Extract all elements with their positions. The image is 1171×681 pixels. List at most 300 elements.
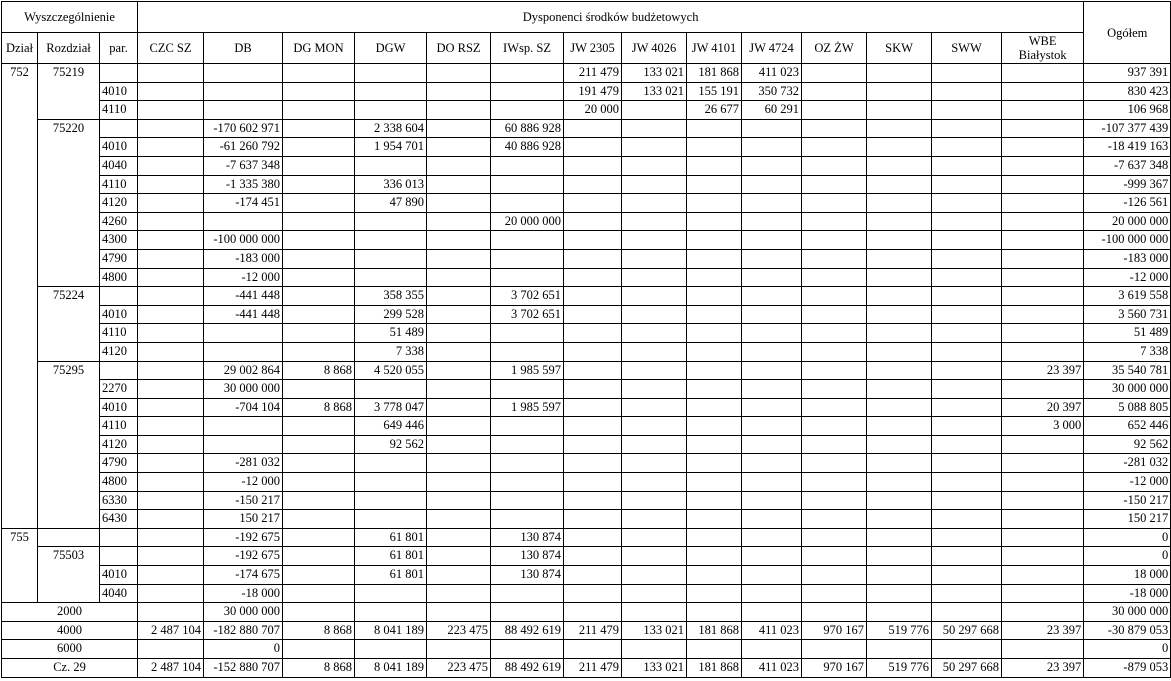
value-cell <box>622 287 687 306</box>
value-cell: 8 041 189 <box>355 659 427 678</box>
value-cell: 1 985 597 <box>491 361 564 380</box>
value-cell <box>802 101 867 120</box>
value-cell <box>802 380 867 399</box>
value-cell <box>687 640 742 659</box>
dzial-cell <box>2 417 38 436</box>
value-cell: 649 446 <box>355 417 427 436</box>
value-cell <box>355 584 427 603</box>
summary-row <box>2 603 1171 622</box>
value-cell <box>932 287 1002 306</box>
value-cell: 970 167 <box>802 659 867 678</box>
value-cell: 3 619 558 <box>1084 287 1171 306</box>
value-cell <box>932 175 1002 194</box>
value-cell <box>355 212 427 231</box>
value-cell <box>491 249 564 268</box>
par-cell: 4010 <box>100 566 138 585</box>
value-cell: 23 397 <box>1002 361 1084 380</box>
value-cell: 133 021 <box>622 659 687 678</box>
value-cell <box>491 435 564 454</box>
value-cell: -100 000 000 <box>1084 231 1171 250</box>
value-cell: 88 492 619 <box>491 621 564 640</box>
value-cell <box>138 231 204 250</box>
value-cell: 20 000 000 <box>491 212 564 231</box>
value-cell <box>355 473 427 492</box>
value-cell <box>283 491 355 510</box>
value-cell <box>867 249 932 268</box>
value-cell <box>932 491 1002 510</box>
value-cell: 30 000 000 <box>204 380 283 399</box>
value-cell: 50 297 668 <box>932 621 1002 640</box>
value-cell <box>1002 491 1084 510</box>
value-cell <box>427 473 491 492</box>
value-cell <box>622 156 687 175</box>
value-cell: 92 562 <box>355 435 427 454</box>
value-cell: -18 000 <box>204 584 283 603</box>
value-cell: -12 000 <box>1084 473 1171 492</box>
header-column: DB <box>204 33 283 64</box>
rozdzial-cell <box>38 305 100 324</box>
value-cell <box>427 361 491 380</box>
table-row <box>2 231 1171 250</box>
par-cell: 4120 <box>100 342 138 361</box>
value-cell <box>802 64 867 83</box>
value-cell <box>564 380 622 399</box>
value-cell: 60 886 928 <box>491 119 564 138</box>
value-cell <box>932 212 1002 231</box>
value-cell: 133 021 <box>622 621 687 640</box>
value-cell <box>802 82 867 101</box>
value-cell <box>564 398 622 417</box>
value-cell: 61 801 <box>355 566 427 585</box>
value-cell: 0 <box>1084 640 1171 659</box>
value-cell <box>283 566 355 585</box>
value-cell <box>355 454 427 473</box>
table-row <box>2 324 1171 343</box>
dzial-cell <box>2 287 38 306</box>
value-cell <box>1002 138 1084 157</box>
value-cell <box>138 640 204 659</box>
dzial-cell <box>2 510 38 529</box>
value-cell <box>138 547 204 566</box>
value-cell <box>932 528 1002 547</box>
value-cell <box>138 528 204 547</box>
value-cell <box>204 417 283 436</box>
value-cell <box>427 324 491 343</box>
value-cell <box>491 491 564 510</box>
table-row <box>2 175 1171 194</box>
value-cell <box>283 324 355 343</box>
value-cell <box>491 82 564 101</box>
value-cell <box>491 584 564 603</box>
table-row <box>2 398 1171 417</box>
value-cell: 181 868 <box>687 64 742 83</box>
value-cell: -281 032 <box>204 454 283 473</box>
table-row <box>2 64 1171 83</box>
value-cell: -879 053 <box>1084 659 1171 678</box>
value-cell <box>802 249 867 268</box>
header-column: DG MON <box>283 33 355 64</box>
value-cell <box>742 491 802 510</box>
value-cell <box>802 528 867 547</box>
value-cell: 336 013 <box>355 175 427 194</box>
value-cell <box>622 510 687 529</box>
value-cell: 7 338 <box>1084 342 1171 361</box>
par-cell: 6330 <box>100 491 138 510</box>
value-cell <box>1002 194 1084 213</box>
value-cell: 130 874 <box>491 566 564 585</box>
value-cell: 106 968 <box>1084 101 1171 120</box>
rozdzial-cell <box>38 268 100 287</box>
value-cell: 130 874 <box>491 547 564 566</box>
value-cell: -192 675 <box>204 528 283 547</box>
value-cell <box>622 435 687 454</box>
value-cell <box>802 175 867 194</box>
value-cell: 40 886 928 <box>491 138 564 157</box>
value-cell <box>867 584 932 603</box>
value-cell <box>802 417 867 436</box>
value-cell <box>867 510 932 529</box>
value-cell <box>138 305 204 324</box>
value-cell <box>427 342 491 361</box>
value-cell <box>742 603 802 622</box>
value-cell <box>802 566 867 585</box>
value-cell <box>742 528 802 547</box>
value-cell <box>867 342 932 361</box>
value-cell <box>802 268 867 287</box>
value-cell <box>742 231 802 250</box>
header-column: IWsp. SZ <box>491 33 564 64</box>
value-cell <box>802 398 867 417</box>
value-cell: 411 023 <box>742 659 802 678</box>
value-cell <box>283 584 355 603</box>
value-cell <box>138 249 204 268</box>
dzial-cell <box>2 398 38 417</box>
value-cell <box>867 417 932 436</box>
value-cell <box>1002 64 1084 83</box>
value-cell <box>283 119 355 138</box>
value-cell <box>802 473 867 492</box>
value-cell: 20 000 <box>564 101 622 120</box>
par-cell: 4300 <box>100 231 138 250</box>
value-cell <box>138 435 204 454</box>
value-cell: -61 260 792 <box>204 138 283 157</box>
table-row <box>2 119 1171 138</box>
header-column: JW 4101 <box>687 33 742 64</box>
value-cell <box>932 473 1002 492</box>
table-row <box>2 473 1171 492</box>
value-cell <box>802 547 867 566</box>
table-row <box>2 417 1171 436</box>
value-cell <box>932 64 1002 83</box>
header-column: CZC SZ <box>138 33 204 64</box>
table-row <box>2 305 1171 324</box>
value-cell: -7 637 348 <box>204 156 283 175</box>
dzial-cell <box>2 156 38 175</box>
value-cell <box>687 194 742 213</box>
value-cell <box>622 175 687 194</box>
value-cell <box>687 528 742 547</box>
value-cell <box>283 510 355 529</box>
value-cell <box>687 138 742 157</box>
value-cell: 181 868 <box>687 659 742 678</box>
dzial-cell <box>2 249 38 268</box>
value-cell <box>355 640 427 659</box>
value-cell: 519 776 <box>867 621 932 640</box>
value-cell <box>1002 380 1084 399</box>
value-cell <box>742 435 802 454</box>
value-cell <box>427 640 491 659</box>
value-cell <box>564 566 622 585</box>
value-cell <box>1002 119 1084 138</box>
value-cell <box>491 268 564 287</box>
table-row <box>2 380 1171 399</box>
value-cell: 8 868 <box>283 659 355 678</box>
value-cell <box>1002 305 1084 324</box>
value-cell: 5 088 805 <box>1084 398 1171 417</box>
value-cell <box>564 175 622 194</box>
value-cell <box>564 547 622 566</box>
table-row <box>2 528 1171 547</box>
value-cell <box>867 361 932 380</box>
value-cell: 20 000 000 <box>1084 212 1171 231</box>
value-cell <box>932 82 1002 101</box>
value-cell <box>687 175 742 194</box>
dzial-cell <box>2 268 38 287</box>
value-cell <box>802 119 867 138</box>
value-cell <box>427 64 491 83</box>
par-cell: 2270 <box>100 380 138 399</box>
header-par: par. <box>100 33 138 64</box>
value-cell <box>491 324 564 343</box>
value-cell <box>687 510 742 529</box>
value-cell: -150 217 <box>1084 491 1171 510</box>
header-column: WBE Białystok <box>1002 33 1084 64</box>
value-cell <box>687 547 742 566</box>
rozdzial-cell: 75295 <box>38 361 100 380</box>
value-cell <box>427 566 491 585</box>
value-cell <box>802 156 867 175</box>
value-cell <box>204 212 283 231</box>
value-cell <box>204 82 283 101</box>
header-column: DGW <box>355 33 427 64</box>
rozdzial-cell <box>38 584 100 603</box>
value-cell: -126 561 <box>1084 194 1171 213</box>
value-cell <box>622 101 687 120</box>
par-cell <box>100 64 138 83</box>
value-cell <box>802 491 867 510</box>
value-cell <box>687 398 742 417</box>
value-cell <box>564 305 622 324</box>
dzial-cell <box>2 101 38 120</box>
value-cell <box>687 156 742 175</box>
value-cell: 519 776 <box>867 659 932 678</box>
value-cell <box>355 603 427 622</box>
value-cell <box>283 603 355 622</box>
value-cell <box>742 473 802 492</box>
value-cell <box>867 491 932 510</box>
value-cell <box>687 249 742 268</box>
value-cell <box>283 287 355 306</box>
value-cell: -18 419 163 <box>1084 138 1171 157</box>
par-cell: 4120 <box>100 435 138 454</box>
rozdzial-cell: 75220 <box>38 119 100 138</box>
value-cell <box>1002 510 1084 529</box>
value-cell <box>427 603 491 622</box>
value-cell: 8 868 <box>283 361 355 380</box>
par-cell <box>100 528 138 547</box>
header-column: SWW <box>932 33 1002 64</box>
value-cell <box>427 119 491 138</box>
value-cell: -183 000 <box>204 249 283 268</box>
table-row <box>2 342 1171 361</box>
value-cell <box>491 417 564 436</box>
value-cell <box>283 249 355 268</box>
value-cell <box>138 491 204 510</box>
value-cell: 3 778 047 <box>355 398 427 417</box>
value-cell <box>283 212 355 231</box>
value-cell <box>1002 175 1084 194</box>
value-cell <box>867 454 932 473</box>
par-cell: 6430 <box>100 510 138 529</box>
par-cell: 4010 <box>100 82 138 101</box>
value-cell: 223 475 <box>427 659 491 678</box>
value-cell: 652 446 <box>1084 417 1171 436</box>
rozdzial-cell <box>38 528 100 547</box>
value-cell: 3 702 651 <box>491 305 564 324</box>
header-column: JW 4026 <box>622 33 687 64</box>
value-cell <box>491 454 564 473</box>
value-cell <box>687 324 742 343</box>
value-cell <box>491 194 564 213</box>
par-cell: 4010 <box>100 305 138 324</box>
value-cell <box>932 361 1002 380</box>
par-cell <box>100 119 138 138</box>
value-cell <box>491 640 564 659</box>
value-cell <box>138 101 204 120</box>
value-cell <box>427 156 491 175</box>
table-row <box>2 156 1171 175</box>
value-cell <box>427 212 491 231</box>
value-cell <box>802 194 867 213</box>
summary-label: 4000 <box>2 621 138 640</box>
value-cell <box>742 287 802 306</box>
value-cell <box>622 212 687 231</box>
value-cell: -441 448 <box>204 305 283 324</box>
table-row <box>2 361 1171 380</box>
value-cell <box>622 640 687 659</box>
value-cell <box>283 640 355 659</box>
value-cell: 0 <box>1084 547 1171 566</box>
value-cell <box>687 491 742 510</box>
value-cell <box>1002 584 1084 603</box>
value-cell <box>491 603 564 622</box>
par-cell <box>100 361 138 380</box>
value-cell <box>867 435 932 454</box>
value-cell <box>867 305 932 324</box>
value-cell <box>742 342 802 361</box>
value-cell <box>932 156 1002 175</box>
table-row <box>2 491 1171 510</box>
value-cell <box>742 324 802 343</box>
value-cell <box>138 138 204 157</box>
value-cell: -150 217 <box>204 491 283 510</box>
value-cell: 0 <box>204 640 283 659</box>
value-cell <box>427 454 491 473</box>
par-cell <box>100 287 138 306</box>
header-rozdzial: Rozdział <box>38 33 100 64</box>
value-cell <box>283 473 355 492</box>
table-row <box>2 194 1171 213</box>
value-cell <box>742 566 802 585</box>
table-row <box>2 287 1171 306</box>
value-cell: -12 000 <box>204 268 283 287</box>
value-cell: 92 562 <box>1084 435 1171 454</box>
value-cell <box>932 398 1002 417</box>
value-cell: 60 291 <box>742 101 802 120</box>
value-cell: 211 479 <box>564 621 622 640</box>
value-cell: 2 487 104 <box>138 659 204 678</box>
value-cell <box>932 547 1002 566</box>
value-cell <box>138 175 204 194</box>
dzial-cell <box>2 566 38 585</box>
rozdzial-cell: 75219 <box>38 64 100 83</box>
value-cell <box>564 528 622 547</box>
value-cell <box>138 119 204 138</box>
value-cell <box>622 566 687 585</box>
value-cell <box>138 417 204 436</box>
value-cell <box>564 361 622 380</box>
value-cell <box>564 287 622 306</box>
value-cell <box>1002 287 1084 306</box>
value-cell <box>283 417 355 436</box>
value-cell: 23 397 <box>1002 621 1084 640</box>
value-cell <box>564 454 622 473</box>
table-row <box>2 454 1171 473</box>
value-cell <box>687 454 742 473</box>
value-cell: -7 637 348 <box>1084 156 1171 175</box>
value-cell <box>802 305 867 324</box>
value-cell <box>355 101 427 120</box>
value-cell: 35 540 781 <box>1084 361 1171 380</box>
value-cell <box>622 417 687 436</box>
value-cell: 3 560 731 <box>1084 305 1171 324</box>
par-cell: 4110 <box>100 324 138 343</box>
value-cell: 130 874 <box>491 528 564 547</box>
value-cell <box>867 212 932 231</box>
value-cell: 150 217 <box>1084 510 1171 529</box>
value-cell: 937 391 <box>1084 64 1171 83</box>
value-cell <box>622 491 687 510</box>
value-cell <box>138 82 204 101</box>
rozdzial-cell <box>38 212 100 231</box>
value-cell: 2 338 604 <box>355 119 427 138</box>
value-cell <box>622 231 687 250</box>
value-cell: -192 675 <box>204 547 283 566</box>
value-cell <box>932 342 1002 361</box>
header-ogolem: Ogółem <box>1084 2 1171 64</box>
rozdzial-cell <box>38 398 100 417</box>
value-cell <box>1002 231 1084 250</box>
value-cell <box>622 473 687 492</box>
value-cell <box>622 342 687 361</box>
header-wyszczegolnienie: Wyszczególnienie <box>2 2 138 33</box>
rozdzial-cell <box>38 175 100 194</box>
rozdzial-cell <box>38 342 100 361</box>
value-cell <box>867 547 932 566</box>
value-cell <box>427 249 491 268</box>
value-cell <box>802 361 867 380</box>
value-cell: 8 868 <box>283 621 355 640</box>
